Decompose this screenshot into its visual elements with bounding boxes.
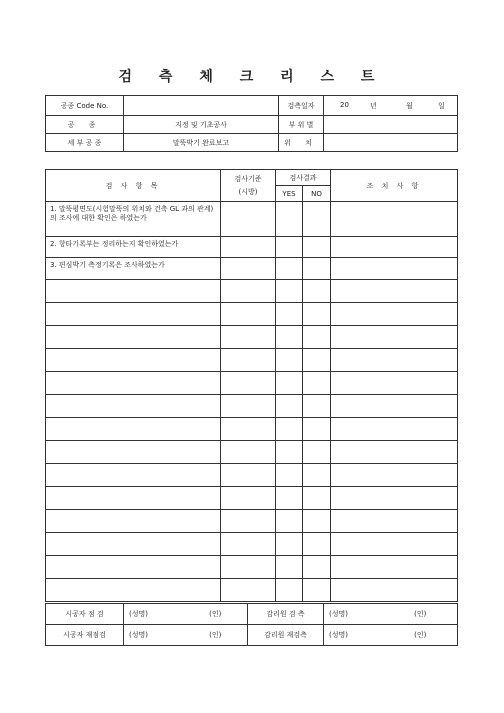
work-type-label: 공 종 — [46, 116, 124, 134]
item-cell[interactable] — [46, 280, 221, 303]
date-year-unit: 년 — [370, 102, 377, 110]
no-cell[interactable] — [303, 556, 331, 579]
no-cell[interactable] — [303, 533, 331, 556]
standard-cell[interactable] — [221, 303, 276, 326]
standard-cell[interactable] — [221, 441, 276, 464]
table-row — [46, 372, 458, 395]
item-cell[interactable] — [46, 303, 221, 326]
supervisor-check-label: 감리원 검 측 — [248, 604, 324, 625]
table-row — [46, 418, 458, 441]
yes-cell[interactable] — [276, 556, 303, 579]
no-cell[interactable] — [303, 487, 331, 510]
item-cell[interactable] — [46, 418, 221, 441]
table-row — [46, 395, 458, 418]
item-cell[interactable] — [46, 326, 221, 349]
action-cell[interactable] — [331, 372, 458, 395]
standard-cell[interactable] — [221, 395, 276, 418]
item-2: 2. 항타기록부는 정리하는지 확인하였는가 — [46, 237, 221, 258]
supervisor-name-field[interactable]: (성명) — [324, 604, 384, 625]
part-label: 부 위 별 — [279, 116, 324, 134]
table-row — [46, 303, 458, 326]
action-cell[interactable] — [331, 237, 458, 258]
table-row — [46, 349, 458, 372]
date-day-unit: 일 — [438, 102, 445, 110]
item-1: 1. 말뚝평면도(시험말뚝의 위치와 건축 GL 과의 관계)의 조사에 대한 확인은 하였는가 — [46, 202, 221, 237]
no-cell[interactable] — [303, 326, 331, 349]
action-cell[interactable] — [331, 303, 458, 326]
yes-cell[interactable] — [276, 349, 303, 372]
standard-cell[interactable] — [221, 533, 276, 556]
item-cell[interactable] — [46, 487, 221, 510]
document-title: 검 측 체 크 리 스 트 — [118, 69, 386, 85]
checklist-table — [45, 169, 458, 602]
yes-cell[interactable] — [276, 303, 303, 326]
action-cell[interactable] — [331, 395, 458, 418]
no-cell[interactable] — [303, 510, 331, 533]
header-table — [45, 95, 458, 152]
inspection-date-field[interactable] — [324, 96, 458, 116]
no-cell[interactable] — [303, 579, 331, 602]
no-header: NO — [303, 186, 331, 202]
yes-cell[interactable] — [276, 579, 303, 602]
inspection-item-header: 검 사 항 목 — [46, 170, 221, 202]
table-row — [46, 464, 458, 487]
yes-cell[interactable] — [276, 510, 303, 533]
item-cell[interactable] — [46, 372, 221, 395]
date-year: 20 — [340, 101, 349, 109]
item-cell[interactable] — [46, 533, 221, 556]
no-cell[interactable] — [303, 441, 331, 464]
no-cell[interactable] — [303, 349, 331, 372]
standard-header-line1: 검사기준 — [234, 174, 262, 183]
yes-cell[interactable] — [276, 372, 303, 395]
table-row — [46, 326, 458, 349]
item-cell[interactable] — [46, 441, 221, 464]
contractor-name-field[interactable]: (성명) — [124, 604, 184, 625]
no-cell[interactable] — [303, 395, 331, 418]
action-cell[interactable] — [331, 258, 458, 280]
contractor-recheck-label: 시공자 재점검 — [46, 625, 124, 646]
yes-cell[interactable] — [276, 237, 303, 258]
table-row — [46, 202, 458, 237]
standard-cell[interactable] — [221, 464, 276, 487]
yes-cell[interactable] — [276, 441, 303, 464]
contractor-check-label: 시공자 점 검 — [46, 604, 124, 625]
standard-cell[interactable] — [221, 487, 276, 510]
action-cell[interactable] — [331, 533, 458, 556]
action-cell[interactable] — [331, 510, 458, 533]
action-cell[interactable] — [331, 487, 458, 510]
table-row — [46, 487, 458, 510]
yes-cell[interactable] — [276, 326, 303, 349]
location-value[interactable] — [324, 134, 458, 152]
action-header: 조 치 사 항 — [331, 170, 458, 202]
yes-cell[interactable] — [276, 418, 303, 441]
inspection-date-label: 검측일자 — [279, 96, 324, 116]
no-cell[interactable] — [303, 280, 331, 303]
standard-cell[interactable] — [221, 510, 276, 533]
contractor-recheck-seal-field[interactable]: (인) — [184, 625, 248, 646]
standard-cell[interactable] — [221, 326, 276, 349]
supervisor-recheck-name-field[interactable]: (성명) — [324, 625, 384, 646]
yes-header: YES — [276, 186, 303, 202]
action-cell[interactable] — [331, 556, 458, 579]
action-cell[interactable] — [331, 579, 458, 602]
standard-cell[interactable] — [221, 418, 276, 441]
table-row — [46, 510, 458, 533]
item-3: 3. 편심박기 측정기록은 조사하였는가 — [46, 258, 221, 280]
no-cell[interactable] — [303, 258, 331, 280]
no-cell[interactable] — [303, 202, 331, 237]
no-cell[interactable] — [303, 372, 331, 395]
no-cell[interactable] — [303, 237, 331, 258]
work-code-label: 공종 Code No. — [46, 96, 124, 116]
item-cell[interactable] — [46, 395, 221, 418]
yes-cell[interactable] — [276, 464, 303, 487]
action-cell[interactable] — [331, 464, 458, 487]
standard-cell[interactable] — [221, 280, 276, 303]
standard-header — [221, 170, 276, 202]
standard-cell[interactable] — [221, 202, 276, 237]
action-cell[interactable] — [331, 441, 458, 464]
contractor-recheck-name-field[interactable]: (성명) — [124, 625, 184, 646]
item-cell[interactable] — [46, 464, 221, 487]
work-type-value[interactable]: 지정 및 기초공사 — [124, 116, 279, 134]
action-cell[interactable] — [331, 280, 458, 303]
date-month-unit: 월 — [406, 102, 413, 110]
action-cell[interactable] — [331, 418, 458, 441]
item-cell[interactable] — [46, 510, 221, 533]
no-cell[interactable] — [303, 418, 331, 441]
standard-header-line2: (시방) — [238, 187, 258, 196]
item-cell[interactable] — [46, 556, 221, 579]
contractor-seal-field[interactable]: (인) — [184, 604, 248, 625]
yes-cell[interactable] — [276, 280, 303, 303]
action-cell[interactable] — [331, 202, 458, 237]
table-row — [46, 280, 458, 303]
result-header: 검사결과 — [276, 170, 331, 186]
action-cell[interactable] — [331, 349, 458, 372]
table-row — [46, 556, 458, 579]
action-cell[interactable] — [331, 326, 458, 349]
yes-cell[interactable] — [276, 202, 303, 237]
signature-table — [45, 603, 458, 646]
sub-work-type-label: 세 부 공 종 — [46, 134, 124, 152]
item-cell[interactable] — [46, 349, 221, 372]
table-row — [46, 579, 458, 602]
supervisor-recheck-seal-field[interactable]: (인) — [384, 625, 458, 646]
supervisor-seal-field[interactable]: (인) — [384, 604, 458, 625]
no-cell[interactable] — [303, 303, 331, 326]
location-label: 위 치 — [279, 134, 324, 152]
standard-cell[interactable] — [221, 258, 276, 280]
table-row — [46, 258, 458, 280]
standard-cell[interactable] — [221, 237, 276, 258]
sub-work-type-value[interactable]: 말뚝박기 완료보고 — [124, 134, 279, 152]
no-cell[interactable] — [303, 464, 331, 487]
yes-cell[interactable] — [276, 487, 303, 510]
table-row — [46, 533, 458, 556]
supervisor-recheck-label: 감리원 재검측 — [248, 625, 324, 646]
standard-cell[interactable] — [221, 579, 276, 602]
standard-cell[interactable] — [221, 349, 276, 372]
yes-cell[interactable] — [276, 395, 303, 418]
item-cell[interactable] — [46, 579, 221, 602]
yes-cell[interactable] — [276, 533, 303, 556]
table-row — [46, 237, 458, 258]
table-row — [46, 441, 458, 464]
standard-cell[interactable] — [221, 556, 276, 579]
work-code-value[interactable] — [124, 96, 279, 116]
part-value[interactable] — [324, 116, 458, 134]
standard-cell[interactable] — [221, 372, 276, 395]
yes-cell[interactable] — [276, 258, 303, 280]
